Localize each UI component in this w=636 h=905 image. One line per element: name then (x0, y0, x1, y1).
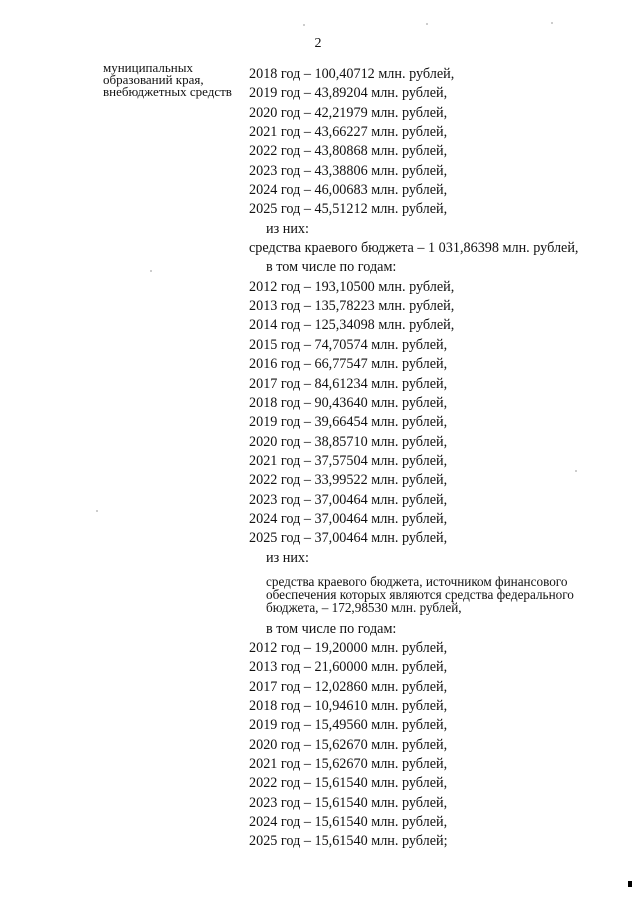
scan-speck (575, 470, 577, 472)
left-column-label: муниципальных образований края, внебюджетных средств (103, 60, 232, 99)
block2-list (249, 278, 629, 549)
federal-source-paragraph: средства краевого бюджета, источником финансового обеспечения которых являются средства федерального бюджета, – 172,98530 млн. рублей, (266, 573, 574, 616)
year-line: 2025 год – 37,00464 млн. рублей, (249, 530, 448, 547)
regional-budget-total: средства краевого бюджета – 1 031,86398 млн. рублей, (249, 240, 579, 257)
year-line: 2024 год – 46,00683 млн. рублей, (249, 182, 448, 199)
year-line: 2018 год – 90,43640 млн. рублей, (249, 394, 448, 411)
scan-speck (150, 270, 152, 272)
year-line: 2020 год – 42,21979 млн. рублей, (249, 104, 448, 121)
year-line: 2022 год – 33,99522 млн. рублей, (249, 472, 448, 489)
year-line: 2019 год – 39,66454 млн. рублей, (249, 414, 448, 431)
year-line: 2017 год – 12,02860 млн. рублей, (249, 678, 448, 695)
year-line: 2021 год – 15,62670 млн. рублей, (249, 755, 448, 772)
year-line: 2022 год – 43,80868 млн. рублей, (249, 143, 448, 160)
year-line: 2025 год – 15,61540 млн. рублей; (249, 833, 448, 850)
year-line: 2013 год – 21,60000 млн. рублей, (249, 659, 448, 676)
of-them-label: из них: (266, 220, 309, 237)
year-line: 2023 год – 43,38806 млн. рублей, (249, 162, 448, 179)
year-line: 2016 год – 66,77547 млн. рублей, (249, 356, 448, 373)
scan-corner-mark (628, 881, 632, 887)
funding-text-column (249, 65, 629, 852)
scan-speck (96, 510, 98, 512)
year-line: 2020 год – 38,85710 млн. рублей, (249, 433, 448, 450)
scan-speck (303, 24, 305, 26)
year-line: 2015 год – 74,70574 млн. рублей, (249, 336, 448, 353)
year-line: 2019 год – 15,49560 млн. рублей, (249, 717, 448, 734)
year-line: 2021 год – 37,57504 млн. рублей, (249, 452, 448, 469)
by-year-label: в том числе по годам: (266, 620, 397, 637)
block1-list (249, 65, 629, 220)
of-them-label: из них: (266, 549, 309, 566)
year-line: 2017 год – 84,61234 млн. рублей, (249, 375, 448, 392)
year-line: 2022 год – 15,61540 млн. рублей, (249, 775, 448, 792)
scan-speck (426, 23, 428, 25)
year-line: 2023 год – 37,00464 млн. рублей, (249, 491, 448, 508)
year-line: 2024 год – 15,61540 млн. рублей, (249, 813, 448, 830)
year-line: 2013 год – 135,78223 млн. рублей, (249, 298, 455, 315)
scan-speck (551, 22, 553, 24)
block3-list (249, 639, 629, 852)
by-year-label: в том числе по годам: (266, 259, 397, 276)
year-line: 2020 год – 15,62670 млн. рублей, (249, 736, 448, 753)
year-line: 2018 год – 10,94610 млн. рублей, (249, 697, 448, 714)
year-line: 2025 год – 45,51212 млн. рублей, (249, 201, 448, 218)
year-line: 2014 год – 125,34098 млн. рублей, (249, 317, 455, 334)
year-line: 2023 год – 15,61540 млн. рублей, (249, 794, 448, 811)
year-line: 2012 год – 193,10500 млн. рублей, (249, 278, 455, 295)
year-line: 2024 год – 37,00464 млн. рублей, (249, 510, 448, 527)
page-number: 2 (314, 36, 322, 51)
year-line: 2019 год – 43,89204 млн. рублей, (249, 85, 448, 102)
year-line: 2018 год – 100,40712 млн. рублей, (249, 66, 455, 82)
year-line: 2021 год – 43,66227 млн. рублей, (249, 124, 448, 141)
year-line: 2012 год – 19,20000 млн. рублей, (249, 639, 448, 656)
